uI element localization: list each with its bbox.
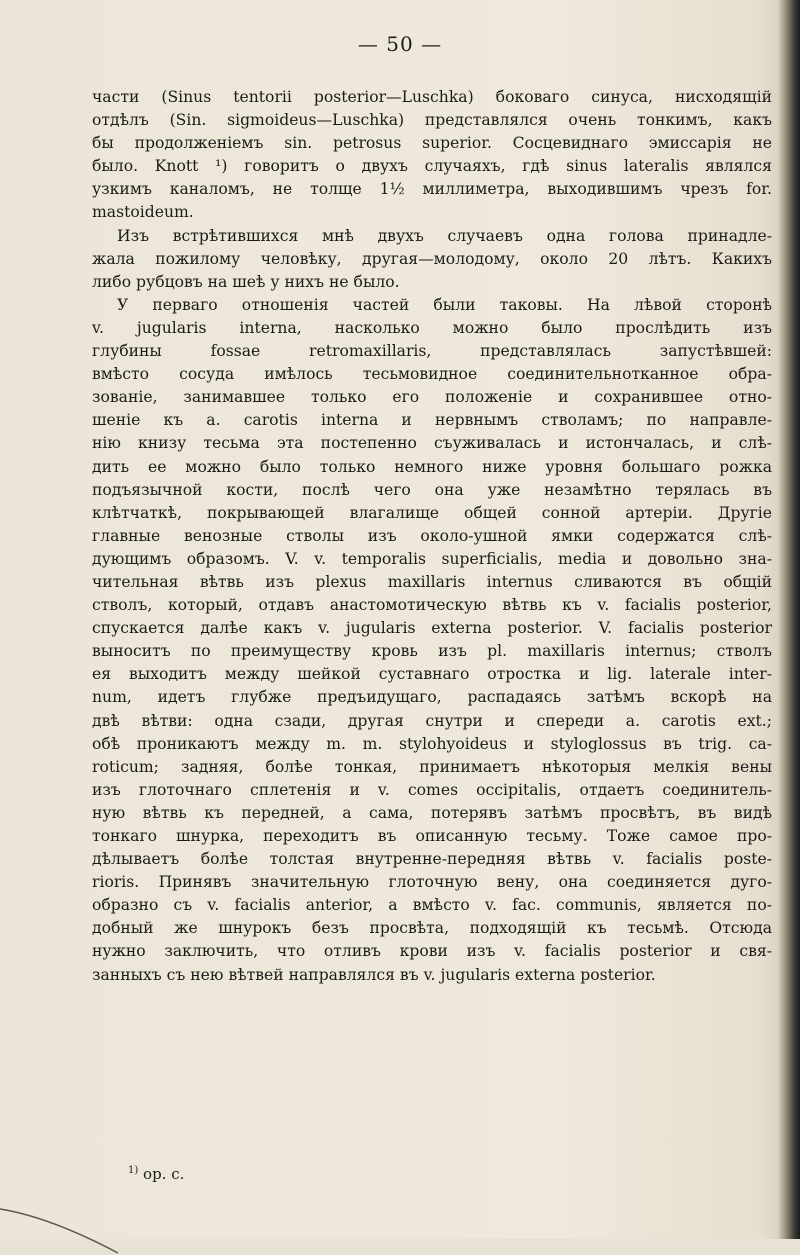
text-line: занныхъ съ нею вѣтвей направлялся въ v. jugularis externa posterior. [92, 965, 656, 984]
text-line: v. jugularis interna, насколько можно было прослѣдить изъ [92, 318, 772, 337]
page-number: — 50 — [357, 32, 443, 56]
footnote [128, 1165, 184, 1183]
text-line: ея выходитъ между шейкой суставнаго отростка и lig. laterale inter- [92, 665, 772, 684]
text-line: изъ глоточнаго сплетенія и v. comes occipitalis, отдаетъ соединитель- [92, 780, 772, 799]
text-line: жала пожилому человѣку, другая—молодому, около 20 лѣтъ. Какихъ [92, 249, 772, 268]
text-line: дѣлываетъ болѣе толстая внутренне-передняя вѣтвь v. facialis poste- [92, 850, 772, 869]
body-text [92, 86, 772, 987]
text-line: У перваго отношенія частей были таковы. На лѣвой сторонѣ [117, 295, 772, 314]
text-line: было. Knott ¹) говоритъ о двухъ случаяхъ, гдѣ sinus lateralis являлся [92, 157, 772, 176]
text-line: клѣтчаткѣ, покрывающей влагалище общей сонной артеріи. Другіе [92, 503, 772, 522]
text-line: подъязычной кости, послѣ чего она уже незамѣтно терялась въ [92, 480, 772, 499]
text-line: ную вѣтвь къ передней, а сама, потерявъ затѣмъ просвѣтъ, въ видѣ [92, 803, 772, 822]
text-line: зованіе, занимавшее только его положеніе и сохранившее отно- [92, 388, 772, 407]
text-line: части (Sinus tentorii posterior—Luschka) боковаго синуса, нисходящій [92, 88, 772, 106]
text-line: образно съ v. facialis anterior, а вмѣсто v. fac. communis, является по- [92, 896, 772, 915]
text-line: Изъ встрѣтившихся мнѣ двухъ случаевъ одна голова принадле- [117, 226, 772, 245]
text-line: главные венозные стволы изъ около-ушной ямки содержатся слѣ- [92, 526, 772, 545]
text-line: rioris. Принявъ значительную глоточную вену, она соединяется дуго- [92, 873, 772, 892]
text-line: num, идетъ глубже предъидущаго, распадаясь затѣмъ вскорѣ на [92, 688, 772, 707]
text-line: двѣ вѣтви: одна сзади, другая снутри и спереди a. carotis ext.; [92, 711, 772, 730]
footnote-text: op. c. [138, 1165, 185, 1183]
text-line: отдѣлъ (Sin. sigmoideus—Luschka) представлялся очень тонкимъ, какъ [92, 111, 772, 130]
text-line: дить ее можно было только немного ниже уровня большаго рожка [92, 457, 772, 476]
text-line: выноситъ по преимуществу кровь изъ pl. maxillaris internus; стволъ [92, 642, 772, 661]
text-line: чительная вѣтвь изъ plexus maxillaris internus сливаются въ общій [92, 572, 772, 591]
text-line: mastoideum. [92, 203, 194, 222]
text-line: нію книзу тесьма эта постепенно съуживалась и истончалась, и слѣ- [92, 434, 772, 453]
text-line: либо рубцовъ на шеѣ у нихъ не было. [92, 272, 400, 291]
text-line: вмѣсто сосуда имѣлось тесьмовидное соединительнотканное обра- [92, 365, 772, 384]
text-line: обѣ проникаютъ между m. m. stylohyoideus и styloglossus въ trig. ca- [92, 734, 772, 753]
text-line: глубины fossae retromaxillaris, представлялась запустѣвшей: [92, 342, 772, 361]
footnote-marker: 1) [128, 1165, 139, 1176]
text-line: спускается далѣе какъ v. jugularis externa posterior. V. facialis posterior [92, 619, 772, 638]
text-line: нужно заключить, что отливъ крови изъ v. facialis posterior и свя- [92, 942, 772, 961]
text-line: roticum; задняя, болѣе тонкая, принимаетъ нѣкоторыя мелкія вены [92, 757, 772, 776]
text-line: бы продолженіемъ sin. petrosus superior. Сосцевиднаго эмиссарія не [92, 134, 772, 153]
page-corner-mark [0, 1195, 120, 1255]
text-line: стволъ, который, отдавъ анастомотическую вѣтвь къ v. facialis posterior, [92, 596, 772, 615]
book-binding-edge [778, 0, 800, 1239]
text-line: тонкаго шнурка, переходитъ въ описанную тесьму. Тоже самое про- [92, 827, 772, 845]
text-line: добный же шнурокъ безъ просвѣта, подходящій къ тесьмѣ. Отсюда [92, 919, 772, 938]
text-line: шеніе къ a. carotis interna и нервнымъ стволамъ; по направле- [92, 411, 772, 430]
text-line: узкимъ каналомъ, не толще 1½ миллиметра, выходившимъ чрезъ for. [92, 180, 772, 199]
text-line: дующимъ образомъ. V. v. temporalis superficialis, media и довольно зна- [92, 549, 772, 568]
